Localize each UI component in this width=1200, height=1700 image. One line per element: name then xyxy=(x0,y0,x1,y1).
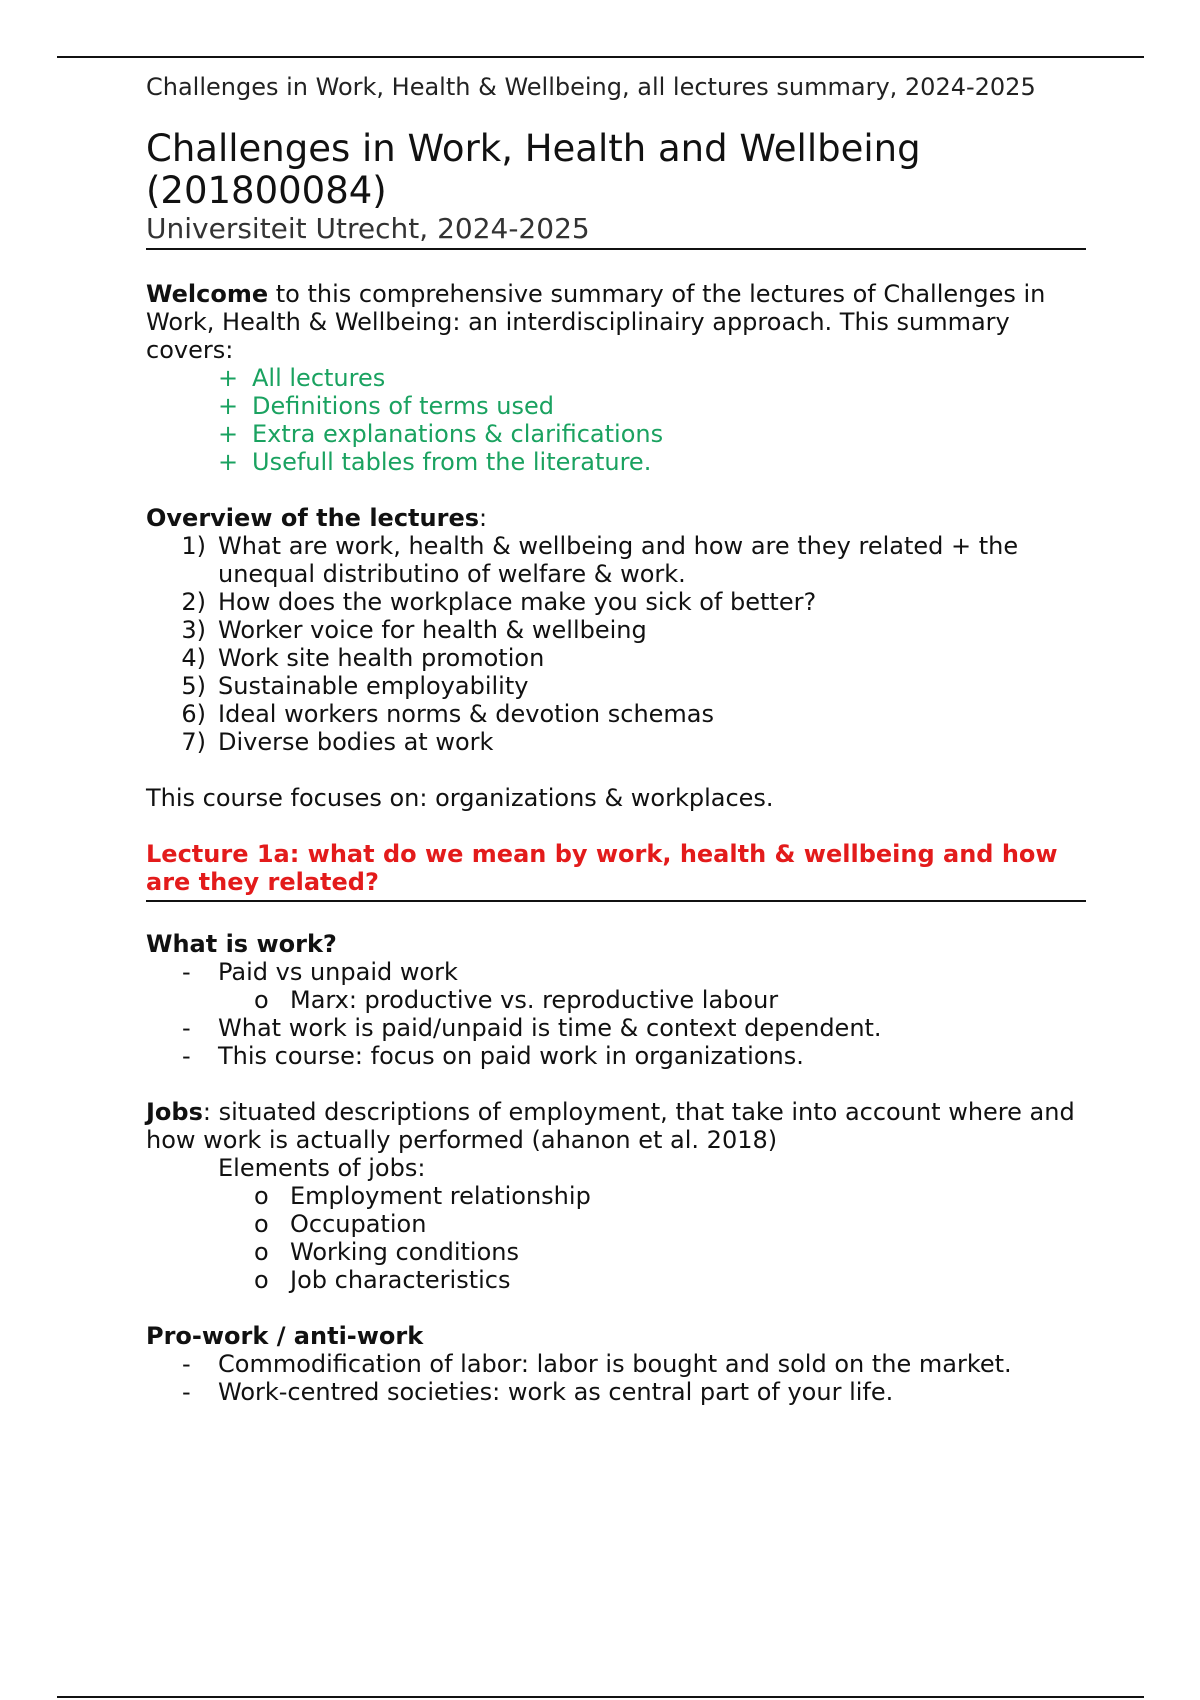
pro-work-list xyxy=(146,1350,1086,1406)
what-is-work-list xyxy=(146,958,1086,986)
list-item: - Paid vs unpaid work xyxy=(182,958,458,986)
list-item: + Usefull tables from the literature. xyxy=(218,448,1086,476)
what-is-work-list-continued xyxy=(146,1014,1086,1070)
list-item: + Extra explanations & clarifications xyxy=(218,420,1086,448)
overview-heading: Overview of the lectures: xyxy=(146,504,488,532)
list-item: o Marx: productive vs. reproductive labour xyxy=(254,986,779,1014)
list-item: 4) Work site health promotion xyxy=(181,644,545,672)
what-is-work-sublist xyxy=(146,986,1086,1014)
top-rule xyxy=(57,56,1144,58)
list-item: 1) What are work, health & wellbeing and how are they related + the unequal distributino of welfare & work. xyxy=(181,532,1019,588)
list-item: o Occupation xyxy=(254,1210,427,1238)
covers-list xyxy=(146,364,1086,476)
list-item: 2) How does the workplace make you sick of better? xyxy=(181,588,817,616)
running-header: Challenges in Work, Health & Wellbeing, all lectures summary, 2024-2025 xyxy=(146,73,1036,101)
what-is-work-heading: What is work? xyxy=(146,930,337,958)
title-line-1: Challenges in Work, Health and Wellbeing xyxy=(146,127,921,170)
document-title xyxy=(146,128,1086,212)
list-item: + All lectures xyxy=(218,364,1086,392)
list-item: o Job characteristics xyxy=(254,1266,511,1294)
list-item: - This course: focus on paid work in organizations. xyxy=(182,1042,804,1070)
title-line-2: (201800084) xyxy=(146,169,387,212)
list-item: o Working conditions xyxy=(254,1238,519,1266)
list-item: 5) Sustainable employability xyxy=(181,672,529,700)
lectures-overview-list xyxy=(146,532,1086,756)
welcome-paragraph xyxy=(146,280,1086,364)
list-item: 7) Diverse bodies at work xyxy=(181,728,494,756)
bottom-rule xyxy=(57,1696,1144,1698)
list-item: - Commodification of labor: labor is bought and sold on the market. xyxy=(182,1350,1012,1378)
list-item: - What work is paid/unpaid is time & context dependent. xyxy=(182,1014,882,1042)
list-item: 6) Ideal workers norms & devotion schemas xyxy=(181,700,715,728)
pro-work-heading: Pro-work / anti-work xyxy=(146,1322,424,1350)
document-body xyxy=(146,70,1086,1406)
lecture-1a-heading: Lecture 1a: what do we mean by work, health & wellbeing and how are they related? xyxy=(146,840,1086,902)
list-item: o Employment relationship xyxy=(254,1182,591,1210)
jobs-definition: Jobs: situated descriptions of employment, that take into account where and how work is actually performed (ahanon et al. 2018) xyxy=(146,1098,1075,1154)
welcome-text: to this comprehensive summary of the lectures of Challenges in Work, Health & Wellbeing: an interdisciplinairy approach. This summary covers: xyxy=(146,280,1046,364)
list-item: 3) Worker voice for health & wellbeing xyxy=(181,616,647,644)
document-subtitle: Universiteit Utrecht, 2024-2025 xyxy=(146,212,1086,250)
elements-of-jobs-list xyxy=(146,1182,1086,1294)
elements-of-jobs-label: Elements of jobs: xyxy=(218,1154,426,1182)
list-item: - Work-centred societies: work as central part of your life. xyxy=(182,1378,894,1406)
course-focus: This course focuses on: organizations & workplaces. xyxy=(146,784,774,812)
list-item: + Definitions of terms used xyxy=(218,392,1086,420)
welcome-bold: Welcome xyxy=(146,280,269,308)
